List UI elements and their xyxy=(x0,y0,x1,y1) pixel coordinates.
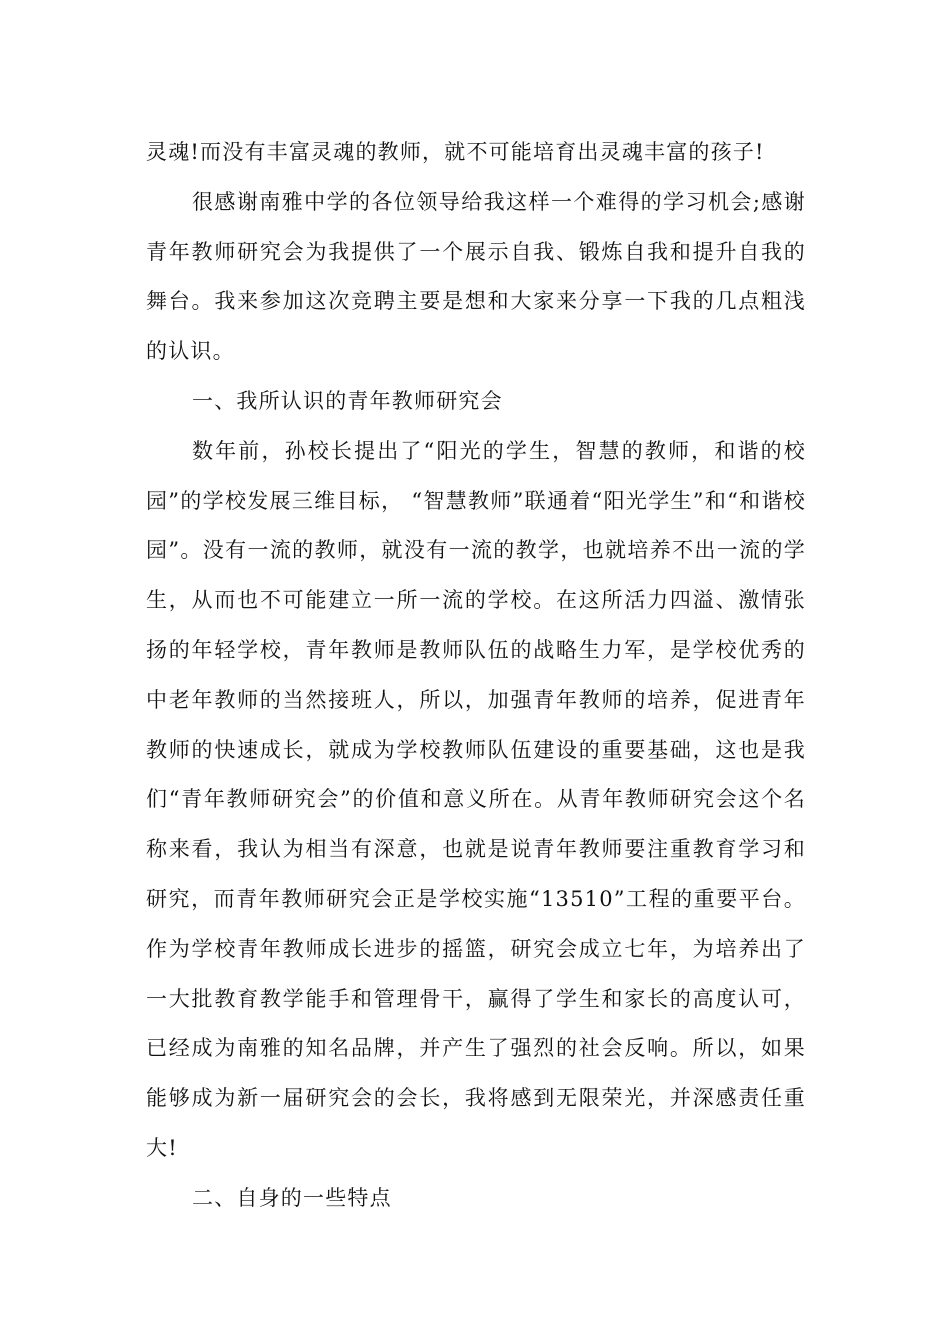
document-body xyxy=(146,128,806,1224)
paragraph-research-society: 数年前，孙校长提出了“阳光的学生，智慧的教师，和谐的校园”的学校发展三维目标， “智慧教师”联通着“阳光学生”和“和谐校园”。没有一流的教师，就没有一流的教学，也就培养不出一流的学生，从而也不可能建立一所一流的学校。在这所活力四溢、激情张扬的年轻学校，青年教师是教师队伍的战略生力军，是学校优秀的中老年教师的当然接班人，所以，加强青年教师的培养，促进青年教师的快速成长，就成为学校教师队伍建设的重要基础，这也是我们“青年教师研究会”的价值和意义所在。从青年教师研究会这个名称来看，我认为相当有深意，也就是说青年教师要注重教育学习和研究，而青年教师研究会正是学校实施“13510”工程的重要平台。作为学校青年教师成长进步的摇篮，研究会成立七年，为培养出了一大批教育教学能手和管理骨干，赢得了学生和家长的高度认可，已经成为南雅的知名品牌，并产生了强烈的社会反响。所以，如果能够成为新一届研究会的会长，我将感到无限荣光，并深感责任重大! xyxy=(146,438,806,1160)
section-heading-two: 二、自身的一些特点 xyxy=(192,1185,392,1210)
paragraph-thanks: 很感谢南雅中学的各位领导给我这样一个难得的学习机会;感谢青年教师研究会为我提供了一个展示自我、锻炼自我和提升自我的舞台。我来参加这次竞聘主要是想和大家来分享一下我的几点粗浅的认识。 xyxy=(146,189,806,364)
paragraph-closing-line: 灵魂!而没有丰富灵魂的教师，就不可能培育出灵魂丰富的孩子! xyxy=(146,140,765,164)
section-heading-one: 一、我所认识的青年教师研究会 xyxy=(192,388,503,413)
